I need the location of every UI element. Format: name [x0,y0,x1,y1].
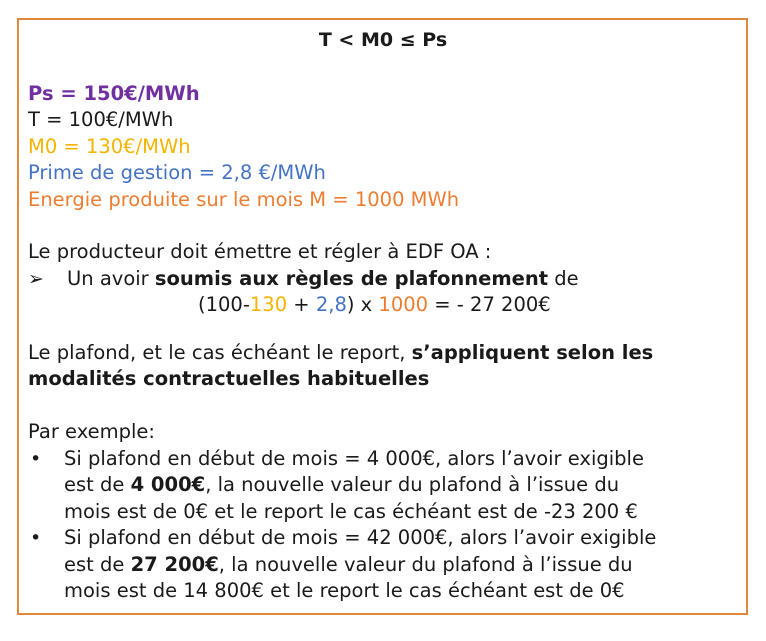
param-ps: Ps = 150€/MWh [28,82,200,105]
param-t: T = 100€/MWh [28,108,174,131]
bullet-2-post: , la nouvelle valeur du plafond à l’issue du [218,553,633,576]
formula-prime: 2,8 [315,293,347,316]
bullet-1-line-3: mois est de 0€ et le report le cas échéant est de -23 200 € [64,500,638,523]
plafond-bold-1: s’appliquent selon les [411,341,654,364]
bullet-1-pre: est de [64,473,131,496]
bullet-2-line-1: Si plafond en début de mois = 42 000€, alors l’avoir exigible [64,526,657,549]
formula-p4: = - 27 200€ [428,293,551,316]
formula-p3: ) x [346,293,379,316]
param-prime: Prime de gestion = 2,8 €/MWh [28,161,326,184]
arrow-bullet-icon: ➢ [28,268,44,290]
formula-p1: (100- [198,293,250,316]
param-energy: Energie produite sur le mois M = 1000 MWh [28,188,460,211]
bullet-1-icon: • [30,448,42,470]
avoir-line [67,266,579,292]
intro-text: Le producteur doit émettre et régler à EDF OA : [28,240,492,263]
avoir-bold: soumis aux règles de plafonnement [154,267,549,290]
avoir-pre: Un avoir [67,267,155,290]
plafond-line-2: modalités contractuelles habituelles [28,367,430,390]
bullet-2-bold: 27 200€ [130,553,219,576]
bullet-2-line-3: mois est de 14 800€ et le report le cas échéant est de 0€ [64,579,625,602]
plafond-pre: Le plafond, et le cas échéant le report, [28,341,412,364]
formula-m0: 130 [249,293,288,316]
formula-line [198,292,551,318]
bullet-1-bold: 4 000€ [130,473,206,496]
bullet-1-post: , la nouvelle valeur du plafond à l’issue du [205,473,620,496]
slide-title: T < M0 ≤ Ps [318,29,448,51]
avoir-post: de [548,267,579,290]
plafond-line-1 [28,340,653,366]
formula-p2: + [287,293,316,316]
example-label: Par exemple: [28,420,155,443]
param-m0: M0 = 130€/MWh [28,135,191,158]
bullet-2-pre: est de [64,553,131,576]
formula-energy: 1000 [378,293,429,316]
bullet-1-line-2 [64,472,619,498]
bullet-1-line-1: Si plafond en début de mois = 4 000€, alors l’avoir exigible [64,447,644,470]
bullet-2-icon: • [30,527,42,549]
bullet-2-line-2 [64,552,633,578]
